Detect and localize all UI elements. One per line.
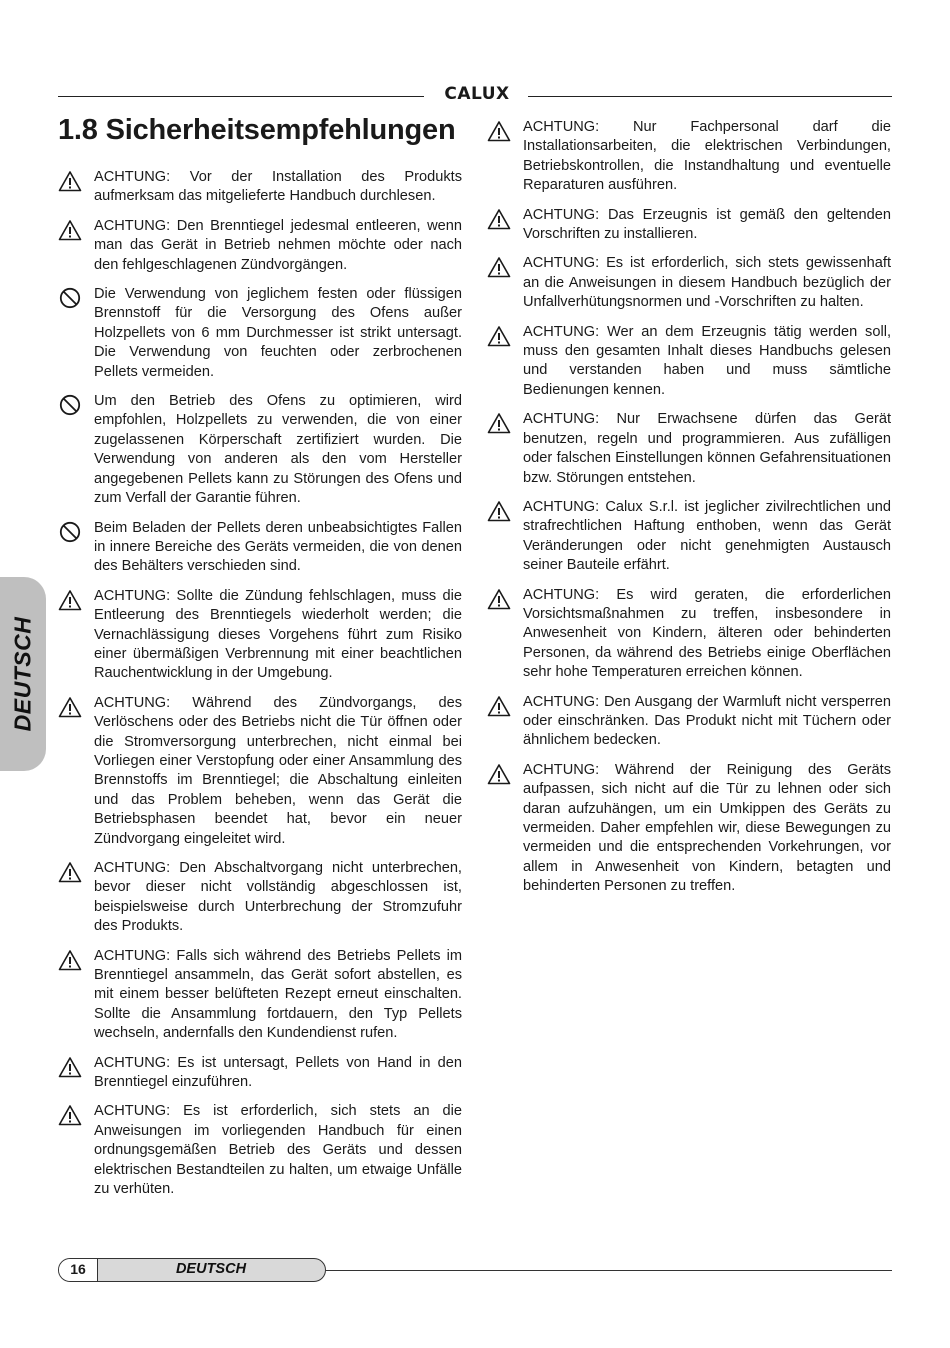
warning-triangle-icon <box>58 861 82 883</box>
warning-triangle-icon <box>58 589 82 611</box>
header-rule-right <box>528 96 892 97</box>
safety-item <box>58 285 462 382</box>
safety-item <box>487 118 891 196</box>
safety-item <box>487 206 891 245</box>
safety-item <box>487 586 891 683</box>
right-column <box>487 118 891 907</box>
safety-item <box>487 693 891 751</box>
safety-item-text: ACHTUNG: Sollte die Zündung fehlschlagen, muss die Entleerung des Brenntiegels wiederholt werden; die Vernachlässigung dieses Vorgehens führt zum Risiko einer übermäßigen Verbrennung mit einer beachtlichen Rauchentwicklung in der Umgebung. <box>94 587 462 682</box>
section-title: 1.8 Sicherheitsempfehlungen <box>58 114 456 146</box>
safety-item-text: ACHTUNG: Es ist untersagt, Pellets von Hand in den Brenntiegel einzuführen. <box>94 1054 462 1091</box>
prohibited-circle-icon <box>58 521 82 543</box>
warning-triangle-icon <box>58 1104 82 1126</box>
language-side-tab <box>0 577 46 771</box>
safety-item <box>58 1054 462 1093</box>
safety-item <box>487 323 891 401</box>
footer-language: DEUTSCH <box>175 1261 247 1277</box>
brand-logo: CALUX <box>444 84 510 104</box>
safety-item <box>487 761 891 897</box>
warning-triangle-icon <box>487 588 511 610</box>
side-tab-label: DEUTSCH <box>9 616 36 732</box>
safety-item <box>58 217 462 275</box>
safety-item-text: ACHTUNG: Es wird geraten, die erforderlichen Vorsichtsmaßnahmen zu treffen, insbesondere in Anwesenheit von Kindern, älteren oder behinderten Personen, da während des Betriebs einige Oberflächen sehr hohe Temperaturen erreichen können. <box>523 586 891 681</box>
safety-item-text: Um den Betrieb des Ofens zu optimieren, wird empfohlen, Holzpellets zu verwenden, die von einer zugelassenen Körperschaft zertifiziert wurden. Die Verwendung von anderen als den vom Hersteller angegebenen Pellets kann zu Störungen des Ofens und zum Verfall der Garantie führen. <box>94 393 462 507</box>
safety-item-text: ACHTUNG: Den Ausgang der Warmluft nicht versperren oder einschränken. Das Produkt nicht mit Tüchern oder ähnlichem bedecken. <box>523 693 891 749</box>
warning-triangle-icon <box>487 763 511 785</box>
safety-item-text: Beim Beladen der Pellets deren unbeabsichtigtes Fallen in innere Bereiche des Geräts vermeiden, die von denen des Behälters verschieden sind. <box>94 519 462 575</box>
safety-item-text: ACHTUNG: Während des Zündvorgangs, des Verlöschens oder des Betriebs nicht die Tür öffnen oder die Stromversorgung unterbrechen, nicht einmal bei Vorliegen einer Verstopfung oder einer Ansammlung des Brennstoffs im Brenntiegel; die Abschaltung einleiten und das Problem beheben, wenn das Gerät die Betriebsphasen beendet hat, bevor ein neuer Zündvorgang eingeleitet wird. <box>94 694 462 847</box>
warning-triangle-icon <box>487 256 511 278</box>
safety-item-text: ACHTUNG: Nur Fachpersonal darf die Installationsarbeiten, die elektrischen Verbindungen, Betriebskontrollen, die Instandhaltung und eventuelle Reparaturen ausführen. <box>523 119 891 194</box>
safety-item <box>58 587 462 684</box>
safety-item-text: ACHTUNG: Den Brenntiegel jedesmal entleeren, wenn man das Gerät in Betrieb nehmen möchte oder nach den fehlgeschlagenen Zündvorgängen. <box>94 217 462 273</box>
safety-item <box>58 519 462 577</box>
safety-item-text: ACHTUNG: Während der Reinigung des Geräts aufpassen, sich nicht auf die Tür zu lehnen oder sich daran aufzuhängen, um ein Umkippen des Geräts zu vermeiden. Daher empfehlen wir, diese Bewegungen zu vermeiden und die entsprechenden Vorkehrungen, vor allem in Anwesenheit von Kindern, betagten und behinderten Personen zu treffen. <box>523 761 891 895</box>
safety-item-text: ACHTUNG: Calux S.r.l. ist jeglicher zivilrechtlichen und strafrechtlichen Haftung enthoben, wenn das Gerät Veränderungen oder nicht genehmigten Austausch seiner Bauteile erfährt. <box>523 498 891 574</box>
safety-item <box>58 947 462 1044</box>
safety-item <box>58 392 462 508</box>
footer-rule <box>326 1270 892 1271</box>
warning-triangle-icon <box>487 695 511 717</box>
safety-item-text: ACHTUNG: Den Abschaltvorgang nicht unterbrechen, bevor dieser nicht vollständig abgeschlossen ist, beispielsweise durch Unterbrechung der Stromzufuhr des Produkts. <box>94 860 462 935</box>
page-number: 16 <box>59 1259 98 1281</box>
safety-item <box>487 410 891 488</box>
prohibited-circle-icon <box>58 287 82 309</box>
header-rule-left <box>58 96 424 97</box>
safety-item-text: ACHTUNG: Das Erzeugnis ist gemäß den geltenden Vorschriften zu installieren. <box>523 206 891 243</box>
warning-triangle-icon <box>58 1056 82 1078</box>
safety-item-text: ACHTUNG: Wer an dem Erzeugnis tätig werden soll, muss den gesamten Inhalt dieses Handbuchs gelesen und verstanden haben und muss sämtliche Bedienungen kennen. <box>523 323 891 398</box>
safety-item <box>58 694 462 849</box>
footer-tab <box>58 1258 326 1282</box>
safety-item-text: ACHTUNG: Vor der Installation des Produkts aufmerksam das mitgelieferte Handbuch durchlesen. <box>94 169 462 205</box>
warning-triangle-icon <box>487 208 511 230</box>
safety-item <box>487 498 891 576</box>
warning-triangle-icon <box>487 412 511 434</box>
safety-item-text: ACHTUNG: Es ist erforderlich, sich stets gewissenhaft an die Anweisungen in diesem Handbuch bezüglich der Unfallverhütungsnormen und -Vorschriften zu halten. <box>523 255 891 311</box>
prohibited-circle-icon <box>58 394 82 416</box>
safety-item <box>58 168 462 207</box>
warning-triangle-icon <box>58 219 82 241</box>
warning-triangle-icon <box>487 500 511 522</box>
safety-item-text: ACHTUNG: Nur Erwachsene dürfen das Gerät benutzen, regeln und programmieren. Aus zufälligen oder falschen Einstellungen können Gefahrensituationen bzw. Störungen entstehen. <box>523 411 891 486</box>
safety-item-text: Die Verwendung von jeglichem festen oder flüssigen Brennstoff für die Versorgung des Ofens außer Holzpellets von 6 mm Durchmesser ist strikt untersagt. Die Verwendung von feuchten oder zerbrochenen Pellets vermeiden. <box>94 286 462 380</box>
safety-item <box>58 859 462 937</box>
warning-triangle-icon <box>58 696 82 718</box>
safety-item-text: ACHTUNG: Es ist erforderlich, sich stets an die Anweisungen im vorliegenden Handbuch für einen ordnungsgemäßen Betrieb des Geräts und dessen elektrischen Bestandteilen zu halten, um etwaige Unfälle zu verhüten. <box>94 1103 462 1198</box>
left-column <box>58 168 462 1210</box>
warning-triangle-icon <box>58 170 82 192</box>
safety-item <box>487 254 891 312</box>
warning-triangle-icon <box>487 325 511 347</box>
warning-triangle-icon <box>58 949 82 971</box>
safety-item-text: ACHTUNG: Falls sich während des Betriebs Pellets im Brenntiegel ansammeln, das Gerät sofort abstellen, es mit einem besser belüfteten Rezept erneut einschalten. Sollte die Ansammlung fortdauern, den Typ Pellets wechseln, andernfalls den Kundendienst rufen. <box>94 947 462 1042</box>
safety-item <box>58 1102 462 1199</box>
warning-triangle-icon <box>487 120 511 142</box>
